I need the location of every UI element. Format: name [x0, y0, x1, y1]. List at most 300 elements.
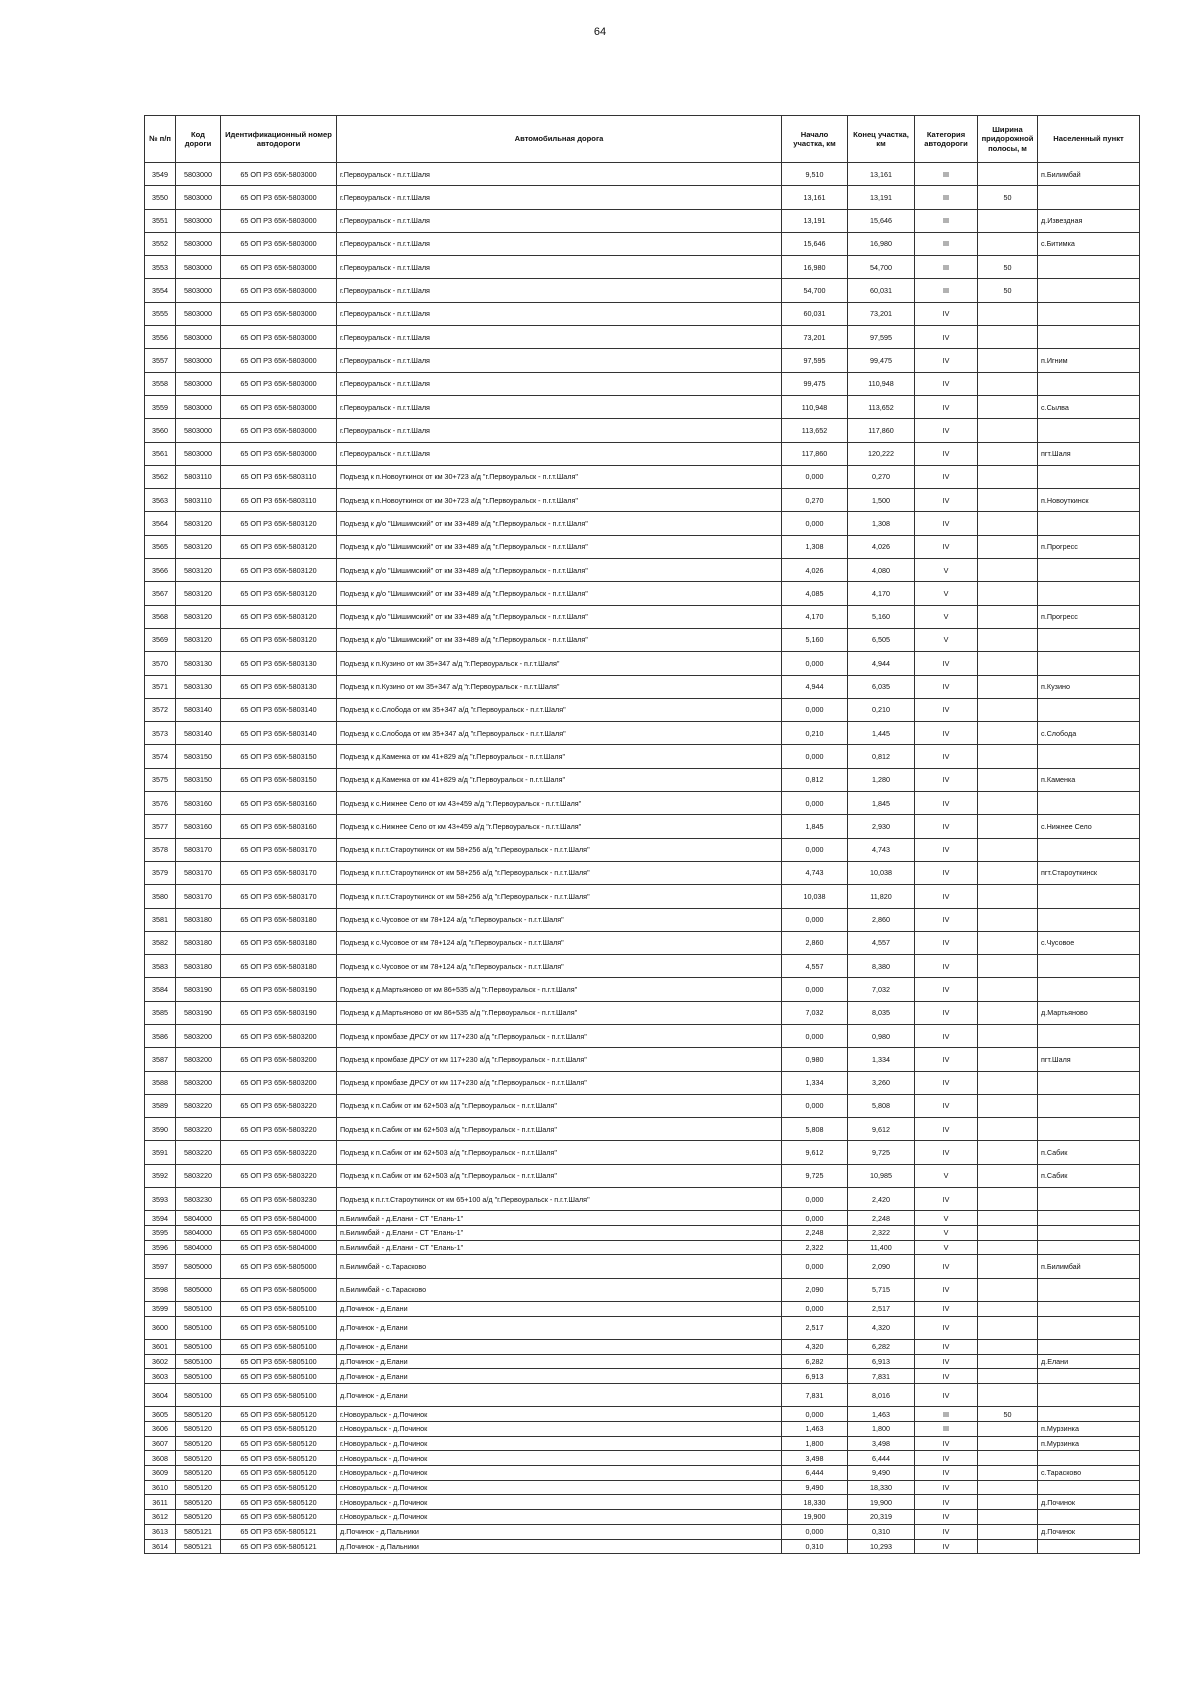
cell-settlement: п.Прогресс [1038, 605, 1140, 628]
cell-num: 3594 [145, 1211, 176, 1226]
cell-end: 6,913 [848, 1354, 915, 1369]
cell-settlement [1038, 1340, 1140, 1355]
cell-category: IV [915, 768, 978, 791]
header-start: Начало участка, км [782, 116, 848, 163]
cell-id: 65 ОП РЗ 65К-5803000 [221, 302, 337, 325]
cell-road: г.Первоуральск - п.г.т.Шаля [337, 209, 782, 232]
cell-width [978, 885, 1038, 908]
cell-num: 3593 [145, 1188, 176, 1211]
cell-start: 0,000 [782, 1302, 848, 1317]
cell-end: 5,715 [848, 1278, 915, 1301]
cell-num: 3557 [145, 349, 176, 372]
cell-start: 19,900 [782, 1510, 848, 1525]
table-row [145, 1094, 1140, 1117]
cell-num: 3582 [145, 931, 176, 954]
cell-settlement: пгт.Шаля [1038, 1048, 1140, 1071]
cell-id: 65 ОП РЗ 65К-5803150 [221, 745, 337, 768]
cell-category: IV [915, 652, 978, 675]
cell-settlement [1038, 372, 1140, 395]
cell-settlement [1038, 1302, 1140, 1317]
cell-end: 10,293 [848, 1539, 915, 1554]
cell-start: 0,000 [782, 1524, 848, 1539]
cell-start: 4,743 [782, 861, 848, 884]
cell-id: 65 ОП РЗ 65К-5803180 [221, 931, 337, 954]
cell-id: 65 ОП РЗ 65К-5803180 [221, 955, 337, 978]
cell-num: 3560 [145, 419, 176, 442]
page-number: 64 [593, 26, 607, 38]
cell-category: IV [915, 1480, 978, 1495]
cell-width [978, 232, 1038, 255]
cell-code: 5805120 [176, 1407, 221, 1422]
cell-end: 11,400 [848, 1240, 915, 1255]
cell-category: IV [915, 302, 978, 325]
cell-num: 3589 [145, 1094, 176, 1117]
cell-category: III [915, 186, 978, 209]
table-row [145, 1510, 1140, 1525]
cell-width [978, 1094, 1038, 1117]
cell-id: 65 ОП РЗ 65К-5803220 [221, 1094, 337, 1117]
cell-width [978, 372, 1038, 395]
cell-category: V [915, 605, 978, 628]
table-row [145, 209, 1140, 232]
cell-id: 65 ОП РЗ 65К-5803000 [221, 186, 337, 209]
cell-code: 5803170 [176, 885, 221, 908]
cell-num: 3553 [145, 256, 176, 279]
cell-num: 3590 [145, 1118, 176, 1141]
cell-start: 6,913 [782, 1369, 848, 1384]
cell-road: Подъезд к п.г.т.Староуткинск от км 58+256 а/д "г.Первоуральск - п.г.т.Шаля" [337, 861, 782, 884]
cell-category: IV [915, 792, 978, 815]
cell-code: 5803120 [176, 628, 221, 651]
cell-start: 5,160 [782, 628, 848, 651]
cell-num: 3601 [145, 1340, 176, 1355]
cell-code: 5803000 [176, 419, 221, 442]
cell-settlement [1038, 1369, 1140, 1384]
cell-code: 5805120 [176, 1422, 221, 1437]
cell-id: 65 ОП РЗ 65К-5803000 [221, 419, 337, 442]
cell-end: 7,032 [848, 978, 915, 1001]
cell-category: IV [915, 1524, 978, 1539]
cell-width [978, 1510, 1038, 1525]
cell-settlement [1038, 1188, 1140, 1211]
cell-id: 65 ОП РЗ 65К-5805100 [221, 1340, 337, 1355]
cell-road: Подъезд к п.Кузино от км 35+347 а/д "г.Первоуральск - п.г.т.Шаля" [337, 652, 782, 675]
cell-start: 0,000 [782, 1188, 848, 1211]
cell-code: 5803000 [176, 326, 221, 349]
cell-category: IV [915, 1071, 978, 1094]
cell-start: 4,170 [782, 605, 848, 628]
cell-code: 5803190 [176, 978, 221, 1001]
cell-road: Подъезд к п.Новоуткинск от км 30+723 а/д "г.Первоуральск - п.г.т.Шаля" [337, 465, 782, 488]
cell-road: г.Первоуральск - п.г.т.Шаля [337, 256, 782, 279]
cell-start: 9,510 [782, 163, 848, 186]
cell-end: 18,330 [848, 1480, 915, 1495]
cell-id: 65 ОП РЗ 65К-5805100 [221, 1369, 337, 1384]
cell-num: 3575 [145, 768, 176, 791]
cell-width [978, 1071, 1038, 1094]
cell-num: 3576 [145, 792, 176, 815]
cell-category: IV [915, 1024, 978, 1047]
cell-category: V [915, 1164, 978, 1187]
cell-num: 3610 [145, 1480, 176, 1495]
cell-id: 65 ОП РЗ 65К-5803000 [221, 395, 337, 418]
cell-road: Подъезд к д/о "Шишимский" от км 33+489 а/д "г.Первоуральск - п.г.т.Шаля" [337, 605, 782, 628]
cell-category: IV [915, 1384, 978, 1407]
cell-code: 5803140 [176, 722, 221, 745]
cell-width [978, 1255, 1038, 1278]
cell-code: 5803180 [176, 955, 221, 978]
cell-num: 3579 [145, 861, 176, 884]
cell-settlement [1038, 1451, 1140, 1466]
cell-end: 20,319 [848, 1510, 915, 1525]
cell-num: 3562 [145, 465, 176, 488]
cell-num: 3585 [145, 1001, 176, 1024]
cell-id: 65 ОП РЗ 65К-5805100 [221, 1354, 337, 1369]
table-row [145, 1480, 1140, 1495]
cell-end: 6,444 [848, 1451, 915, 1466]
cell-num: 3551 [145, 209, 176, 232]
cell-num: 3558 [145, 372, 176, 395]
cell-code: 5803000 [176, 372, 221, 395]
cell-start: 1,308 [782, 535, 848, 558]
cell-id: 65 ОП РЗ 65К-5803220 [221, 1141, 337, 1164]
cell-num: 3567 [145, 582, 176, 605]
cell-category: IV [915, 861, 978, 884]
cell-id: 65 ОП РЗ 65К-5805120 [221, 1510, 337, 1525]
cell-start: 0,000 [782, 1255, 848, 1278]
header-end: Конец участка, км [848, 116, 915, 163]
cell-start: 1,800 [782, 1436, 848, 1451]
cell-road: Подъезд к д.Мартьяново от км 86+535 а/д "г.Первоуральск - п.г.т.Шаля" [337, 978, 782, 1001]
cell-id: 65 ОП РЗ 65К-5803150 [221, 768, 337, 791]
cell-category: IV [915, 1278, 978, 1301]
cell-id: 65 ОП РЗ 65К-5805120 [221, 1451, 337, 1466]
header-id: Идентификационный номер автодороги [221, 116, 337, 163]
cell-id: 65 ОП РЗ 65К-5803110 [221, 489, 337, 512]
cell-road: д.Починок - д.Елани [337, 1316, 782, 1339]
cell-settlement [1038, 1226, 1140, 1241]
cell-width [978, 1240, 1038, 1255]
cell-road: п.Билимбай - д.Елани - СТ "Елань-1" [337, 1226, 782, 1241]
table-row [145, 745, 1140, 768]
cell-road: Подъезд к п.г.т.Староуткинск от км 65+100 а/д "г.Первоуральск - п.г.т.Шаля" [337, 1188, 782, 1211]
cell-code: 5803150 [176, 768, 221, 791]
cell-id: 65 ОП РЗ 65К-5803120 [221, 582, 337, 605]
cell-settlement: п.Сабик [1038, 1164, 1140, 1187]
cell-id: 65 ОП РЗ 65К-5805120 [221, 1466, 337, 1481]
cell-code: 5803130 [176, 652, 221, 675]
cell-id: 65 ОП РЗ 65К-5804000 [221, 1211, 337, 1226]
table-row [145, 465, 1140, 488]
cell-road: г.Первоуральск - п.г.т.Шаля [337, 395, 782, 418]
cell-end: 113,652 [848, 395, 915, 418]
cell-width [978, 908, 1038, 931]
cell-start: 1,845 [782, 815, 848, 838]
cell-num: 3563 [145, 489, 176, 512]
cell-width: 50 [978, 256, 1038, 279]
table-row [145, 698, 1140, 721]
cell-width: 50 [978, 1407, 1038, 1422]
cell-settlement [1038, 1240, 1140, 1255]
cell-width [978, 1466, 1038, 1481]
cell-start: 0,812 [782, 768, 848, 791]
cell-category: IV [915, 1302, 978, 1317]
cell-category: III [915, 279, 978, 302]
cell-width [978, 395, 1038, 418]
cell-start: 4,320 [782, 1340, 848, 1355]
cell-settlement: п.Сабик [1038, 1141, 1140, 1164]
table-row [145, 186, 1140, 209]
cell-road: Подъезд к с.Чусовое от км 78+124 а/д "г.Первоуральск - п.г.т.Шаля" [337, 931, 782, 954]
cell-code: 5803190 [176, 1001, 221, 1024]
cell-code: 5805120 [176, 1436, 221, 1451]
cell-num: 3554 [145, 279, 176, 302]
cell-start: 0,000 [782, 698, 848, 721]
cell-id: 65 ОП РЗ 65К-5803180 [221, 908, 337, 931]
cell-road: Подъезд к д/о "Шишимский" от км 33+489 а/д "г.Первоуральск - п.г.т.Шаля" [337, 582, 782, 605]
cell-width [978, 838, 1038, 861]
cell-num: 3600 [145, 1316, 176, 1339]
cell-id: 65 ОП РЗ 65К-5803200 [221, 1024, 337, 1047]
cell-start: 110,948 [782, 395, 848, 418]
cell-width [978, 349, 1038, 372]
cell-id: 65 ОП РЗ 65К-5803170 [221, 861, 337, 884]
cell-road: Подъезд к промбазе ДРСУ от км 117+230 а/д "г.Первоуральск - п.г.т.Шаля" [337, 1071, 782, 1094]
cell-num: 3568 [145, 605, 176, 628]
cell-end: 15,646 [848, 209, 915, 232]
cell-category: IV [915, 1436, 978, 1451]
cell-width [978, 1302, 1038, 1317]
cell-settlement [1038, 628, 1140, 651]
cell-settlement [1038, 419, 1140, 442]
cell-start: 0,000 [782, 792, 848, 815]
cell-category: IV [915, 745, 978, 768]
cell-start: 1,463 [782, 1422, 848, 1437]
cell-num: 3613 [145, 1524, 176, 1539]
cell-code: 5803000 [176, 256, 221, 279]
cell-end: 1,500 [848, 489, 915, 512]
table-row [145, 1188, 1140, 1211]
cell-settlement [1038, 326, 1140, 349]
cell-category: IV [915, 675, 978, 698]
cell-category: IV [915, 535, 978, 558]
cell-settlement [1038, 838, 1140, 861]
cell-code: 5803130 [176, 675, 221, 698]
cell-num: 3605 [145, 1407, 176, 1422]
cell-code: 5803160 [176, 815, 221, 838]
cell-code: 5805120 [176, 1451, 221, 1466]
cell-id: 65 ОП РЗ 65К-5803140 [221, 698, 337, 721]
cell-code: 5803000 [176, 232, 221, 255]
table-row [145, 722, 1140, 745]
cell-id: 65 ОП РЗ 65К-5805000 [221, 1255, 337, 1278]
cell-num: 3574 [145, 745, 176, 768]
cell-code: 5803220 [176, 1164, 221, 1187]
cell-num: 3559 [145, 395, 176, 418]
table-row [145, 1164, 1140, 1187]
cell-road: г.Первоуральск - п.г.т.Шаля [337, 163, 782, 186]
cell-width [978, 1164, 1038, 1187]
cell-num: 3596 [145, 1240, 176, 1255]
cell-road: Подъезд к с.Слобода от км 35+347 а/д "г.Первоуральск - п.г.т.Шаля" [337, 722, 782, 745]
cell-width [978, 1278, 1038, 1301]
table-row [145, 419, 1140, 442]
cell-num: 3606 [145, 1422, 176, 1437]
cell-end: 2,090 [848, 1255, 915, 1278]
cell-category: IV [915, 1094, 978, 1117]
cell-code: 5805120 [176, 1510, 221, 1525]
cell-id: 65 ОП РЗ 65К-5803000 [221, 232, 337, 255]
cell-code: 5803000 [176, 186, 221, 209]
cell-code: 5803000 [176, 279, 221, 302]
cell-road: г.Новоуральск - д.Починок [337, 1407, 782, 1422]
cell-num: 3584 [145, 978, 176, 1001]
cell-start: 0,000 [782, 745, 848, 768]
cell-category: IV [915, 1340, 978, 1355]
cell-end: 1,800 [848, 1422, 915, 1437]
cell-start: 0,000 [782, 512, 848, 535]
cell-id: 65 ОП РЗ 65К-5803170 [221, 838, 337, 861]
cell-category: III [915, 163, 978, 186]
cell-settlement [1038, 652, 1140, 675]
cell-road: д.Починок - д.Елани [337, 1354, 782, 1369]
cell-code: 5803200 [176, 1048, 221, 1071]
cell-start: 60,031 [782, 302, 848, 325]
cell-end: 60,031 [848, 279, 915, 302]
cell-width [978, 605, 1038, 628]
cell-road: Подъезд к с.Нижнее Село от км 43+459 а/д "г.Первоуральск - п.г.т.Шаля" [337, 792, 782, 815]
cell-num: 3612 [145, 1510, 176, 1525]
cell-width [978, 1226, 1038, 1241]
table-row [145, 1340, 1140, 1355]
table-row [145, 628, 1140, 651]
cell-end: 110,948 [848, 372, 915, 395]
cell-width [978, 955, 1038, 978]
cell-num: 3591 [145, 1141, 176, 1164]
table-row [145, 535, 1140, 558]
cell-start: 7,831 [782, 1384, 848, 1407]
cell-width [978, 302, 1038, 325]
cell-width [978, 1384, 1038, 1407]
cell-id: 65 ОП РЗ 65К-5803130 [221, 675, 337, 698]
cell-num: 3608 [145, 1451, 176, 1466]
cell-start: 18,330 [782, 1495, 848, 1510]
cell-end: 11,820 [848, 885, 915, 908]
cell-start: 2,090 [782, 1278, 848, 1301]
cell-start: 7,032 [782, 1001, 848, 1024]
table-row [145, 1001, 1140, 1024]
cell-end: 10,038 [848, 861, 915, 884]
cell-num: 3592 [145, 1164, 176, 1187]
cell-category: IV [915, 372, 978, 395]
cell-road: д.Починок - д.Елани [337, 1369, 782, 1384]
cell-code: 5803150 [176, 745, 221, 768]
table-row [145, 163, 1140, 186]
cell-end: 9,612 [848, 1118, 915, 1141]
cell-num: 3556 [145, 326, 176, 349]
cell-end: 2,930 [848, 815, 915, 838]
cell-settlement: с.Нижнее Село [1038, 815, 1140, 838]
table-row [145, 1302, 1140, 1317]
cell-code: 5803120 [176, 605, 221, 628]
cell-end: 2,248 [848, 1211, 915, 1226]
cell-settlement [1038, 698, 1140, 721]
cell-road: Подъезд к п.Сабик от км 62+503 а/д "г.Первоуральск - п.г.т.Шаля" [337, 1094, 782, 1117]
table-row [145, 1071, 1140, 1094]
table-row [145, 955, 1140, 978]
cell-width [978, 628, 1038, 651]
cell-start: 97,595 [782, 349, 848, 372]
cell-num: 3581 [145, 908, 176, 931]
table-row [145, 1278, 1140, 1301]
cell-start: 4,557 [782, 955, 848, 978]
cell-num: 3555 [145, 302, 176, 325]
cell-start: 0,000 [782, 838, 848, 861]
cell-category: IV [915, 1188, 978, 1211]
cell-num: 3602 [145, 1354, 176, 1369]
cell-category: IV [915, 1001, 978, 1024]
cell-width [978, 1211, 1038, 1226]
table-row [145, 395, 1140, 418]
table-row [145, 1384, 1140, 1407]
cell-code: 5803170 [176, 861, 221, 884]
table-row [145, 1524, 1140, 1539]
table-row [145, 1255, 1140, 1278]
cell-settlement [1038, 1407, 1140, 1422]
cell-num: 3565 [145, 535, 176, 558]
cell-code: 5804000 [176, 1240, 221, 1255]
cell-start: 54,700 [782, 279, 848, 302]
table-row [145, 559, 1140, 582]
cell-category: IV [915, 1510, 978, 1525]
cell-width [978, 465, 1038, 488]
table-row [145, 372, 1140, 395]
cell-settlement: п.Новоуткинск [1038, 489, 1140, 512]
cell-settlement [1038, 512, 1140, 535]
cell-settlement: д.Елани [1038, 1354, 1140, 1369]
table-row [145, 908, 1140, 931]
cell-road: Подъезд к п.Кузино от км 35+347 а/д "г.Первоуральск - п.г.т.Шаля" [337, 675, 782, 698]
cell-width [978, 1048, 1038, 1071]
cell-code: 5803200 [176, 1024, 221, 1047]
cell-end: 0,310 [848, 1524, 915, 1539]
cell-settlement: с.Битимка [1038, 232, 1140, 255]
cell-width [978, 745, 1038, 768]
cell-settlement: с.Чусовое [1038, 931, 1140, 954]
cell-width [978, 209, 1038, 232]
cell-width [978, 815, 1038, 838]
table-row [145, 1024, 1140, 1047]
cell-road: г.Новоуральск - д.Починок [337, 1451, 782, 1466]
cell-width [978, 861, 1038, 884]
cell-code: 5803120 [176, 559, 221, 582]
cell-id: 65 ОП РЗ 65К-5803130 [221, 652, 337, 675]
cell-width [978, 1539, 1038, 1554]
table-row [145, 861, 1140, 884]
cell-end: 0,980 [848, 1024, 915, 1047]
cell-code: 5805120 [176, 1495, 221, 1510]
cell-width [978, 326, 1038, 349]
table-row [145, 838, 1140, 861]
cell-num: 3580 [145, 885, 176, 908]
cell-end: 2,420 [848, 1188, 915, 1211]
cell-code: 5803000 [176, 395, 221, 418]
cell-num: 3611 [145, 1495, 176, 1510]
cell-code: 5803140 [176, 698, 221, 721]
cell-id: 65 ОП РЗ 65К-5804000 [221, 1226, 337, 1241]
cell-end: 1,463 [848, 1407, 915, 1422]
cell-road: п.Билимбай - с.Тараскoво [337, 1255, 782, 1278]
